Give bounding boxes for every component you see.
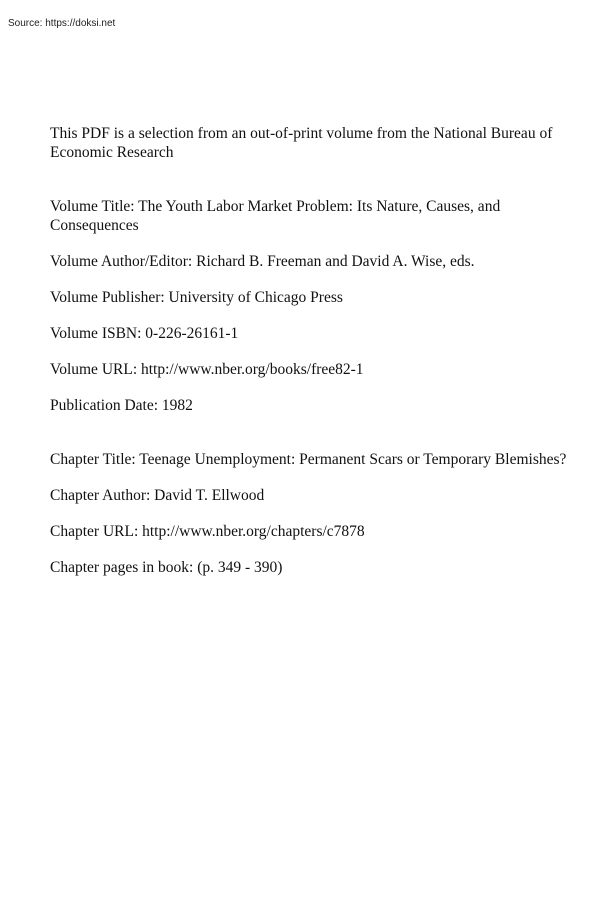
volume-publisher: Volume Publisher: University of Chicago Press xyxy=(50,289,343,306)
document-body xyxy=(50,124,580,577)
chapter-title: Chapter Title: Teenage Unemployment: Permanent Scars or Temporary Blemishes? xyxy=(50,451,567,468)
source-label: Source: https://doksi.net xyxy=(8,18,116,29)
volume-author: Volume Author/Editor: Richard B. Freeman and David A. Wise, eds. xyxy=(50,253,475,270)
chapter-pages: Chapter pages in book: (p. 349 - 390) xyxy=(50,559,283,576)
chapter-url: Chapter URL: http://www.nber.org/chapters/c7878 xyxy=(50,523,365,540)
chapter-author: Chapter Author: David T. Ellwood xyxy=(50,487,265,504)
volume-isbn: Volume ISBN: 0-226-26161-1 xyxy=(50,325,239,342)
volume-title: Volume Title: The Youth Labor Market Problem: Its Nature, Causes, and Consequences xyxy=(50,198,501,234)
volume-url: Volume URL: http://www.nber.org/books/free82-1 xyxy=(50,361,364,378)
intro-text: This PDF is a selection from an out-of-print volume from the National Bureau of Economic Research xyxy=(50,125,553,161)
publication-date: Publication Date: 1982 xyxy=(50,397,193,414)
